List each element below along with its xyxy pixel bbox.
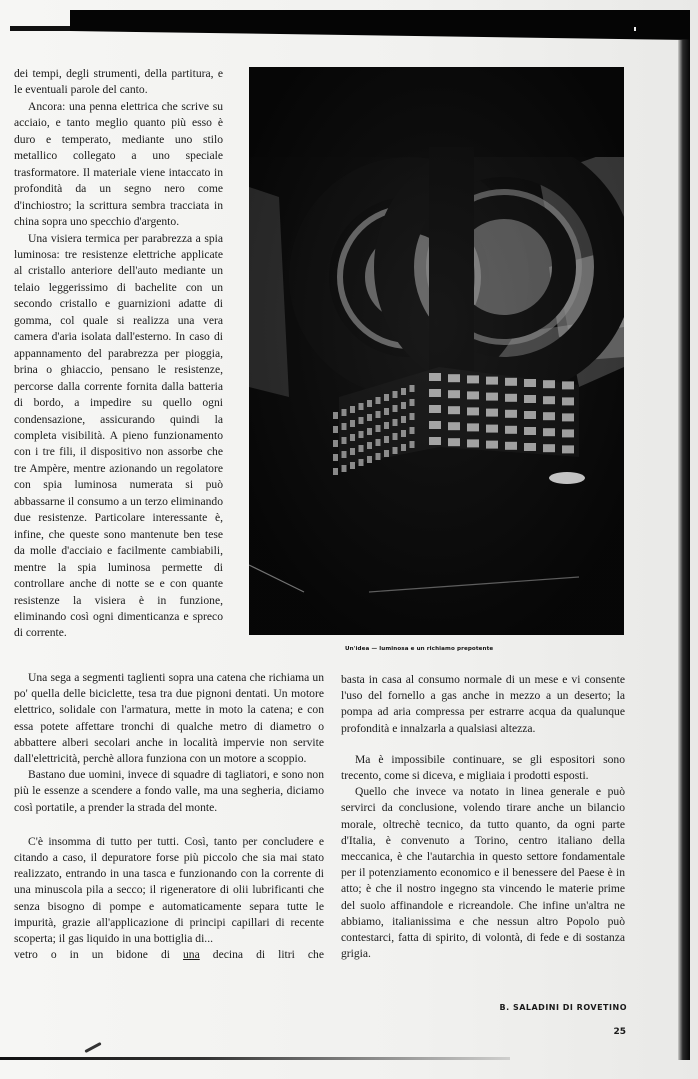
article-photo <box>249 67 624 635</box>
paragraph: Ancora: una penna elettrica che scrive su acciaio, e tanto meglio quanto più esso è duro e temperato, mediante uno stilo metallico collegato a uno speciale trasformatore. Il materiale viene intaccato in profondità da un segno nero come d'inchiostro; la scrittura sembra tracciata in china sopra uno specchio d'argento. <box>14 99 223 229</box>
exhibition-pavilion-photo <box>249 67 624 635</box>
paragraph: Ma è impossibile continuare, se gli espositori sono trecento, come si diceva, e migliaia i prodotti esposti. <box>341 752 625 783</box>
paragraph: Una sega a segmenti taglienti sopra una catena che richiama un po' quella delle biciclette, tesa tra due pignoni dentati. Un motore elettrico, solidale con l'armatura, mette in moto la catena; e con essa potete affettare tronchi di qualche metro di diametro o abbattere alberi secolari anche in località impervie non servite dall'elettricità, perchè allora funziona con un motore a scoppio. <box>14 671 324 766</box>
page-number: 25 <box>613 1027 626 1037</box>
paragraph-last-line <box>14 947 324 963</box>
paragraph: Quello che invece va notato in linea generale e può servirci da conclusione, volendo tirare anche un bilancio morale, oltrechè tecnico, da tutto quanto, da ogni parte d'Italia, è convenuto a Torino, centro italiano della meccanica, è che l'autarchia in questo settore fondamentale per il potenziamento economico e il benessere del Paese è in atto; è che il nostro ingegno sta vincendo le materie prime del suolo affinandole e ricreandole. Che infine un'altra ne abbiamo, italianissima e che nessun altro Popolo può contestarci, fatta di spirito, di volontà, di fede e di sostanza grigia. <box>341 785 625 961</box>
paragraph: C'è insomma di tutto per tutti. Così, tanto per concludere e citando a caso, il depuratore forse più piccolo che sia mai stato realizzato, entrando in una tasca e funzionando con la corrente di una minuscola pila a secco; il rigeneratore di olii lubrificanti che senza bisogno di pompe e automaticamente separa tutte le impurità, grazie all'applicazione di principi capillari di recente scoperta; il gas liquido in una bottiglia di... <box>14 834 324 946</box>
top-band-mark <box>634 27 636 31</box>
top-black-band <box>70 10 690 40</box>
author-signature: B. SALADINI DI ROVETINO <box>499 1003 627 1012</box>
text-run: vetro o in un bidone di <box>14 948 170 962</box>
pen-mark <box>84 1042 101 1053</box>
page-right-edge-shadow <box>678 40 690 1060</box>
text-run: decina di litri che <box>212 948 324 962</box>
top-rule-left <box>10 26 72 31</box>
left-text-column <box>14 66 223 642</box>
wide-text-column <box>14 670 324 963</box>
paragraph: Bastano due uomini, invece di squadre di tagliatori, e sono non più le essenze a scendere a fondo valle, ma una segheria, diciamo così portatile, a prender la strada del monte. <box>14 768 324 814</box>
paragraph: dei tempi, degli strumenti, della partitura, e le eventuali parole del canto. <box>14 67 223 97</box>
right-text-column <box>341 672 625 962</box>
paragraph: Una visiera termica per parabrezza a spia luminosa: tre resistenze elettriche applicate al cristallo anteriore dell'auto mediante un telaio leggerissimo di bachelite con un secondo cristallo e guarnizioni adatte di gomma, col quale si realizza una vera camera d'aria isolata dall'esterno. In caso di appannamento del parabrezza per pioggia, brina o ghiaccio, pensano le resistenze, percorse dalla corrente fornita dalla batteria di bordo, a impedire su quello ogni condensazione, assicurando quindi la completa visibilità. A pieno funzionamento con i tre fili, il dispositivo non assorbe che tre Ampère, mentre azionando un regolatore con spia luminosa numerata si può abbassarne il consumo a un terzo eliminando due resistenze. Particolare interessante è, infine, che queste sono mantenute ben tese da molle d'acciaio e facilmente cambiabili, mentre la spia luminosa permette di controllare anche di notte se e con quante resistenze la visiera è in funzione, eliminando così ogni dimenticanza e spreco di corrente. <box>14 231 223 640</box>
underlined-word: una <box>183 948 200 962</box>
paragraph: basta in casa al consumo normale di un mese e vi consente l'uso del fornello a gas anche in mezzo a un deserto; la pompa ad aria compressa per estrarre acqua da qualunque profondità e innalzarla a qualsiasi altezza. <box>341 673 625 735</box>
photo-caption: Un'idea — luminosa e un richiamo prepotente <box>345 646 494 652</box>
bottom-rule <box>0 1057 510 1060</box>
